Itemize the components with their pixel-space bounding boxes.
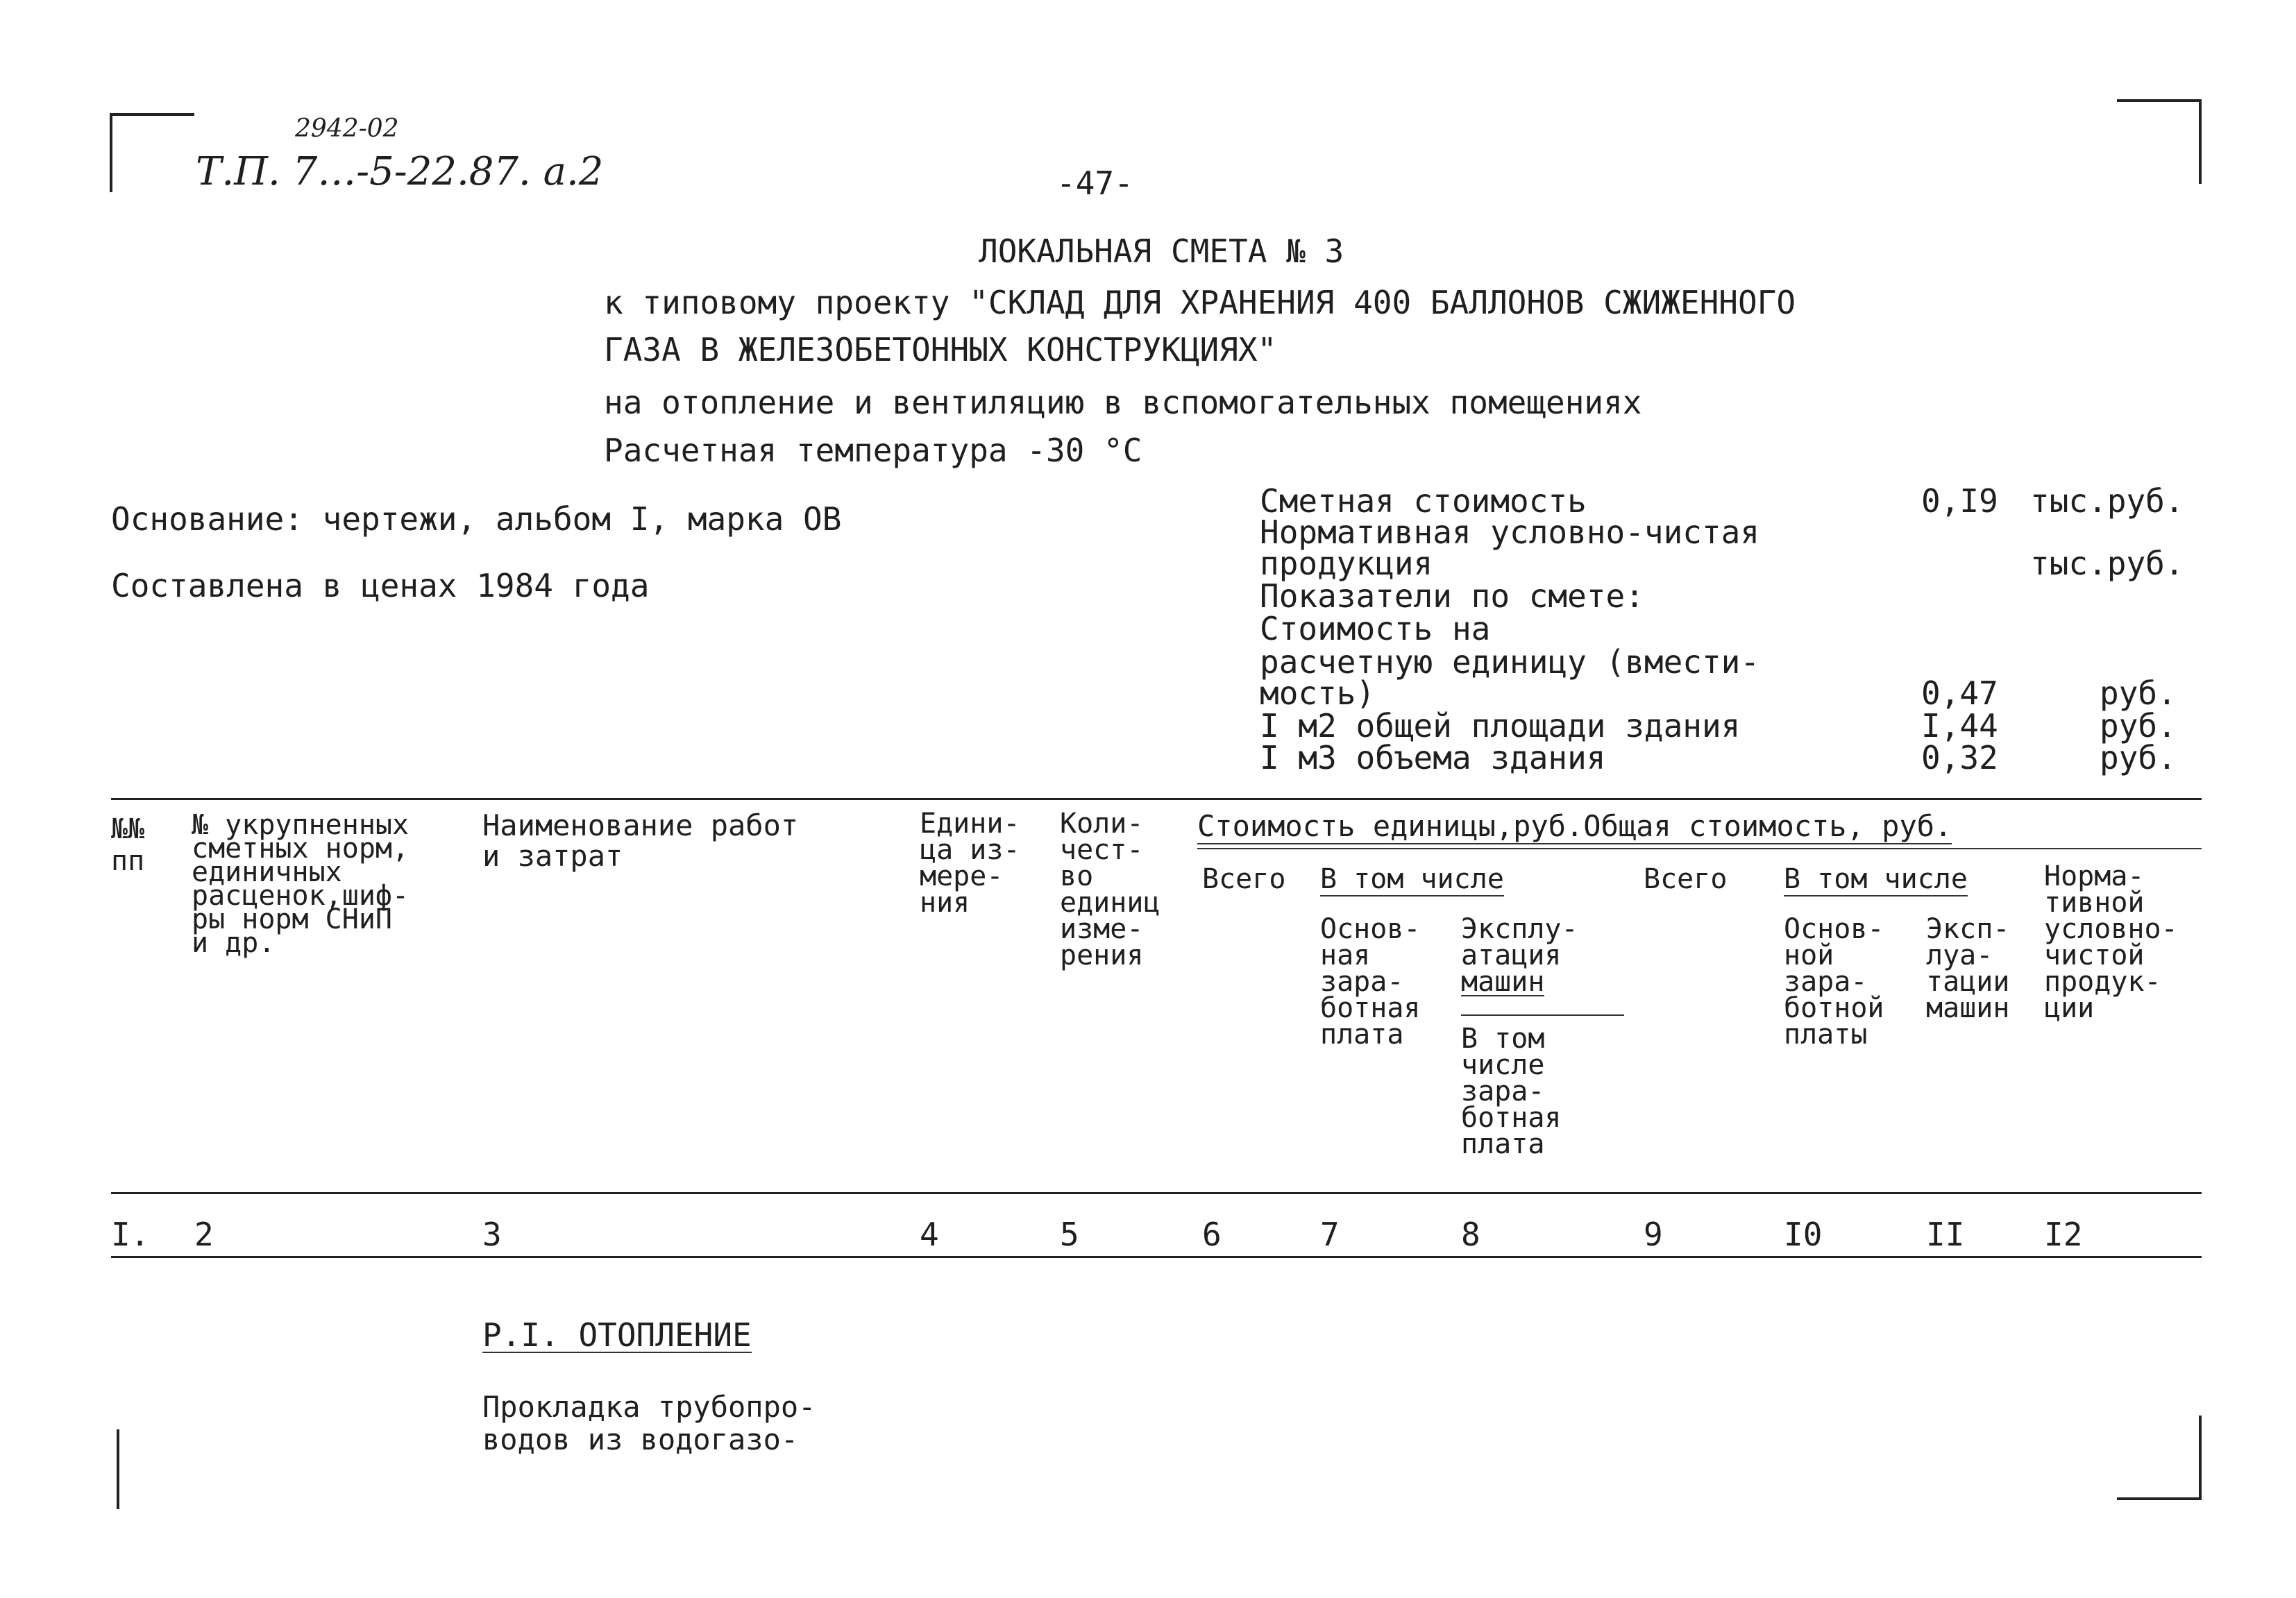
header-col-7-line-5: плата (1320, 1019, 1404, 1051)
unit-cost-group-heading (1197, 810, 1952, 842)
col-8-divider (1461, 1014, 1624, 1016)
header-col-4-line-3: мере- (920, 860, 1004, 892)
table-top-rule (111, 798, 2202, 800)
corner-mark-bottom-left (117, 1429, 122, 1509)
indicators-label: Показатели по смете: (1260, 577, 1644, 615)
header-col-2-line-6: и др. (192, 927, 276, 959)
header-col-5-line-1: Коли- (1060, 808, 1144, 840)
column-number-4: 4 (920, 1216, 939, 1253)
section-heading: Р.I. ОТОПЛЕНИЕ (482, 1316, 752, 1354)
header-col-2-line-2: сметных норм, (192, 833, 410, 865)
header-col-7-line-4: ботная (1320, 992, 1421, 1024)
header-col-5-line-3: во (1060, 860, 1094, 892)
header-col-8-top-line-3: машин (1461, 966, 1545, 998)
header-col-3 (482, 810, 798, 872)
header-col-5-line-4: единиц (1060, 887, 1160, 919)
column-number-5: 5 (1060, 1216, 1079, 1253)
header-col-10 (1784, 913, 1884, 1051)
per-unit-label-2: расчетную единицу (вмести- (1260, 643, 1760, 681)
header-col-5-line-5: изме- (1060, 913, 1144, 945)
column-number-9: 9 (1644, 1216, 1663, 1253)
normative-label-2: продукция (1260, 545, 1433, 582)
header-col-10-line-5: платы (1784, 1019, 1868, 1051)
corner-mark-bottom-right (2117, 1416, 2202, 1500)
header-col-5-line-6: рения (1060, 940, 1144, 971)
stamp-code: Т.П. 7…-5-22.87. а.2 (196, 149, 604, 194)
header-col-3-line-2: и затрат (482, 839, 623, 873)
prices-year-line: Составлена в ценах 1984 года (111, 567, 650, 604)
header-col-2-line-4: расценок,шиф- (192, 880, 410, 912)
item-description-line-2: водов из водогазо- (482, 1422, 799, 1456)
header-col-2 (192, 809, 410, 959)
per-m2-unit: руб. (2100, 707, 2177, 745)
header-col-8-bottom-line-5: плата (1461, 1128, 1545, 1160)
estimated-cost-label: Сметная стоимость (1260, 482, 1587, 520)
header-col-8-bottom-line-4: ботная (1461, 1102, 1562, 1134)
item-description-line-1: Прокладка трубопро- (482, 1390, 816, 1424)
column-number-11: II (1926, 1216, 1965, 1253)
per-m3-value: 0,32 (1921, 739, 1998, 776)
column-number-2: 2 (194, 1216, 214, 1253)
unit-cost-group-label: Стоимость единицы,руб. (1197, 809, 1584, 843)
column-number-3: 3 (482, 1216, 502, 1253)
header-col-8-top-line-2: атация (1461, 940, 1562, 971)
header-col-7 (1320, 913, 1421, 1051)
header-col-10-line-2: ной (1784, 940, 1834, 971)
header-col-4-line-4: ния (920, 887, 970, 919)
header-col-2-line-3: единичных (192, 856, 342, 888)
per-m3-unit: руб. (2100, 739, 2177, 776)
normative-label-1: Нормативная условно-чистая (1260, 513, 1760, 551)
header-col-7-line-2: ная (1320, 940, 1371, 971)
header-incl-unit: В том числе (1320, 863, 1504, 895)
project-line-1: к типовому проекту "СКЛАД ДЛЯ ХРАНЕНИЯ 400 БАЛЛОНОВ СЖИЖЕННОГО (604, 284, 1796, 321)
header-col-12-line-5: продук- (2044, 966, 2161, 998)
column-number-10: I0 (1784, 1216, 1823, 1253)
header-col-12-line-3: условно- (2044, 913, 2178, 945)
normative-unit: тыс.руб. (2030, 545, 2184, 582)
column-number-6: 6 (1202, 1216, 1222, 1253)
header-col-11-line-3: тации (1926, 966, 2010, 998)
scope-line: на отопление и вентиляцию в вспомогательных помещениях (604, 384, 1642, 421)
header-col-6: Всего (1202, 863, 1286, 895)
header-col-11 (1926, 913, 2010, 1024)
header-col-8-top (1461, 913, 1578, 998)
doc-title: ЛОКАЛЬНАЯ СМЕТА № 3 (979, 232, 1344, 270)
basis-line: Основание: чертежи, альбом I, марка ОВ (111, 500, 842, 538)
per-unit-value: 0,47 (1921, 674, 1998, 712)
column-number-8: 8 (1461, 1216, 1480, 1253)
header-col-4-line-2: ца из- (920, 834, 1020, 866)
estimated-cost-value: 0,I9 (1921, 482, 1998, 520)
header-col-1 (111, 813, 144, 877)
header-col-12-line-4: чистой (2044, 940, 2145, 971)
header-col-12-line-1: Норма- (2044, 860, 2145, 892)
estimated-cost-unit: тыс.руб. (2030, 482, 2184, 520)
header-col-8-bottom-line-1: В том (1461, 1023, 1545, 1055)
column-number-7: 7 (1320, 1216, 1340, 1253)
header-col-4-line-1: Едини- (920, 808, 1020, 840)
header-col-10-line-1: Основ- (1784, 913, 1884, 945)
header-col-12 (2044, 860, 2178, 1024)
header-col-1-line-1: №№ (111, 813, 145, 845)
project-line-2: ГАЗА В ЖЕЛЕЗОБЕТОННЫХ КОНСТРУКЦИЯХ" (604, 331, 1277, 368)
header-col-5 (1060, 810, 1160, 969)
header-col-5-line-2: чест- (1060, 834, 1144, 866)
column-number-12: I2 (2044, 1216, 2083, 1253)
header-col-11-line-2: луа- (1926, 940, 1993, 971)
header-col-10-line-3: зара- (1784, 966, 1868, 998)
header-col-7-line-1: Основ- (1320, 913, 1421, 945)
table-column-numbers-top-rule (111, 1192, 2202, 1194)
header-col-8-bottom-line-2: числе (1461, 1049, 1545, 1081)
header-col-4 (920, 808, 1020, 919)
header-col-8-bottom-line-3: зара- (1461, 1076, 1545, 1107)
header-col-8-bottom (1461, 1023, 1562, 1160)
corner-mark-top-right (2117, 99, 2202, 184)
header-col-1-line-2: пп (111, 845, 145, 877)
corner-mark-top-left (110, 113, 194, 192)
design-temperature: Расчетная температура -30 °С (604, 432, 1142, 469)
stamp-number: 2942-02 (295, 114, 399, 143)
column-number-1: I. (111, 1216, 150, 1253)
page-number: -47- (1056, 164, 1133, 202)
per-m2-value: I,44 (1921, 707, 1998, 745)
header-col-9: Всего (1644, 863, 1728, 895)
header-col-11-line-1: Эксп- (1926, 913, 2010, 945)
header-col-12-line-2: тивной (2044, 887, 2145, 919)
header-col-11-line-4: машин (1926, 992, 2010, 1024)
header-col-10-line-4: ботной (1784, 992, 1884, 1024)
header-col-2-line-1: № укрупненных (192, 809, 410, 841)
per-unit-label-3: мость) (1260, 674, 1376, 712)
cost-group-rule (1197, 848, 2202, 849)
per-m3-label: I м3 объема здания (1260, 739, 1606, 776)
header-col-7-line-3: зара- (1320, 966, 1404, 998)
header-col-12-line-6: ции (2044, 992, 2095, 1024)
table-column-numbers-bottom-rule (111, 1256, 2202, 1258)
header-col-2-line-5: ры норм СНиП (192, 903, 392, 935)
per-unit-unit: руб. (2100, 674, 2177, 712)
header-incl-total: В том числе (1784, 863, 1968, 895)
header-col-3-line-1: Наименование работ (482, 808, 799, 842)
per-m2-label: I м2 общей площади здания (1260, 707, 1741, 745)
per-unit-label-1: Стоимость на (1260, 610, 1491, 647)
total-cost-group-label: Общая стоимость, руб. (1583, 809, 1952, 843)
header-col-8-top-line-1: Эксплу- (1461, 913, 1578, 945)
